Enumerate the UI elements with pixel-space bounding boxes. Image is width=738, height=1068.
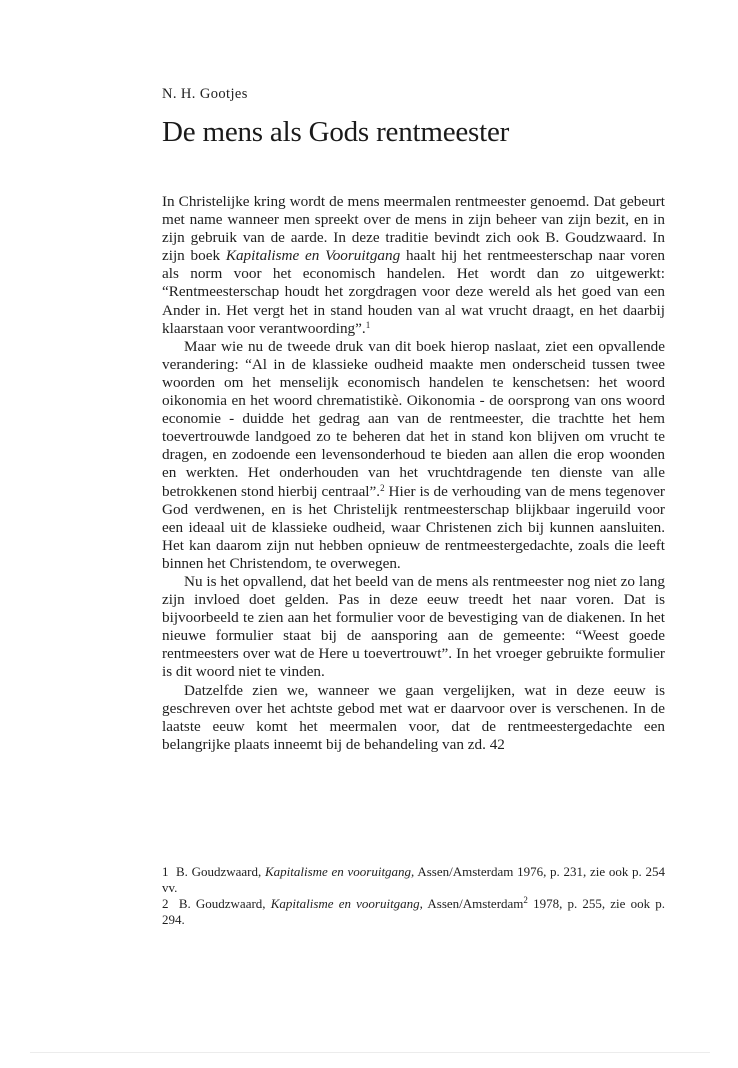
footnote-author: B. Goudzwaard, [175,864,262,879]
paragraph-1 [162,193,665,338]
author-name: N. H. Gootjes [162,86,248,102]
footnote-place: Assen/Amsterdam [427,896,524,911]
paragraph-2 [162,338,665,573]
paragraph-1-text-a: In Christelijke kring wordt de mens meermalen rentmeester genoemd. Dat gebeurt met name wanneer men spreekt over de mens in zijn beheer van zijn bezit, en in zijn gebruik van de aarde. In deze traditie bevindt zich ook B. Goudzwaard. In zijn boek [162,193,665,265]
footnote-title: Kapitalisme en vooruitgang, [264,864,415,879]
footnote-title: Kapitalisme en vooruitgang, [270,896,423,911]
paragraph-4: Datzelfde zien we, wanneer we gaan vergelijken, wat in deze eeuw is geschreven over het achtste gebod met wat er daarvoor over is verschenen. In de laatste eeuw komt het meermalen voor, dat de rentmeestergedachte een belangrijke plaats inneemt bij de behandeling van zd. 42 [162,681,665,753]
paragraph-1-text-b: haalt hij het rentmeesterschap naar voren als norm voor het economisch handelen. Het wordt dan zo uitgewerkt: “Rentmeesterschap houdt het zorgdragen voor deze wereld als het goed van een Ander in. Het vergt het in stand houden van al wat vrucht draagt, en het daarbij klaarstaan voor verantwoording”. [162,247,666,337]
footnote-rest: 1976, p. 231, zie ook p. 254 vv. [162,864,666,895]
article-title: De mens als Gods rentmeester [162,116,510,148]
page-edge-divider [30,1052,710,1053]
book-title-italic: Kapitalisme en Vooruitgang [225,247,401,265]
footnote-ref-2: 2 [380,482,385,493]
footnote-number: 1 [162,864,169,879]
footnote-1 [162,864,665,896]
paragraph-3: Nu is het opvallend, dat het beeld van de mens als rentmeester nog niet zo lang zijn invloed doet gelden. Pas in deze eeuw treedt het naar voren. Dat is bijvoorbeeld te zien aan het formulier voor de bevestiging van de diakenen. In het nieuwe formulier staat bij de aansporing aan de gemeente: “Weest goede rentmeesters over wat de Here u toevertrouwt”. In het vroeger gebruikte formulier is dit woord niet te vinden. [162,572,665,681]
footnote-place: Assen/Amsterdam [417,864,514,879]
footnote-edition: 2 [523,895,528,905]
article-body [162,193,665,754]
footnote-2 [162,896,665,928]
footnote-number: 2 [162,896,169,911]
footnote-ref-1: 1 [365,319,371,330]
paragraph-2-text-a: Maar wie nu de tweede druk van dit boek hierop naslaat, ziet een opvallende verandering: “Al in de klassieke oudheid maakte men onderscheid tussen twee woorden om het menselijk economisch handelen te kenschetsen: het woord oikonomia en het woord chrematistikè. Oikonomia - de oorsprong van ons woord economie - duidde het gedrag aan van de rentmeester, die trachtte het hem toevertrouwde landgoed zo te beheren dat het in stand kon blijven om vrucht te dragen, en zodoende een levensonderhoud te bieden aan allen die erop woonden en werkten. Het onderhouden van het vruchtdragende ten dienste van alle betrokkenen stond hierbij centraal”. [162,337,665,500]
paragraph-2-text-b: Hier is de verhouding van de mens tegenover God verdwenen, en is het Christelijk rentmeesterschap blijkbaar ingeruild voor een ideaal uit de klassieke oudheid, waar Christenen zich bij kunnen aansluiten. Het kan daarom zijn nut hebben opnieuw de rentmeestergedachte, zoals die leeft binnen het Christendom, te overwegen. [162,482,665,572]
footnote-author: B. Goudzwaard, [178,896,266,911]
footnotes [162,864,665,928]
footnote-rest: 1978, p. 255, zie ook p. 294. [162,896,665,927]
